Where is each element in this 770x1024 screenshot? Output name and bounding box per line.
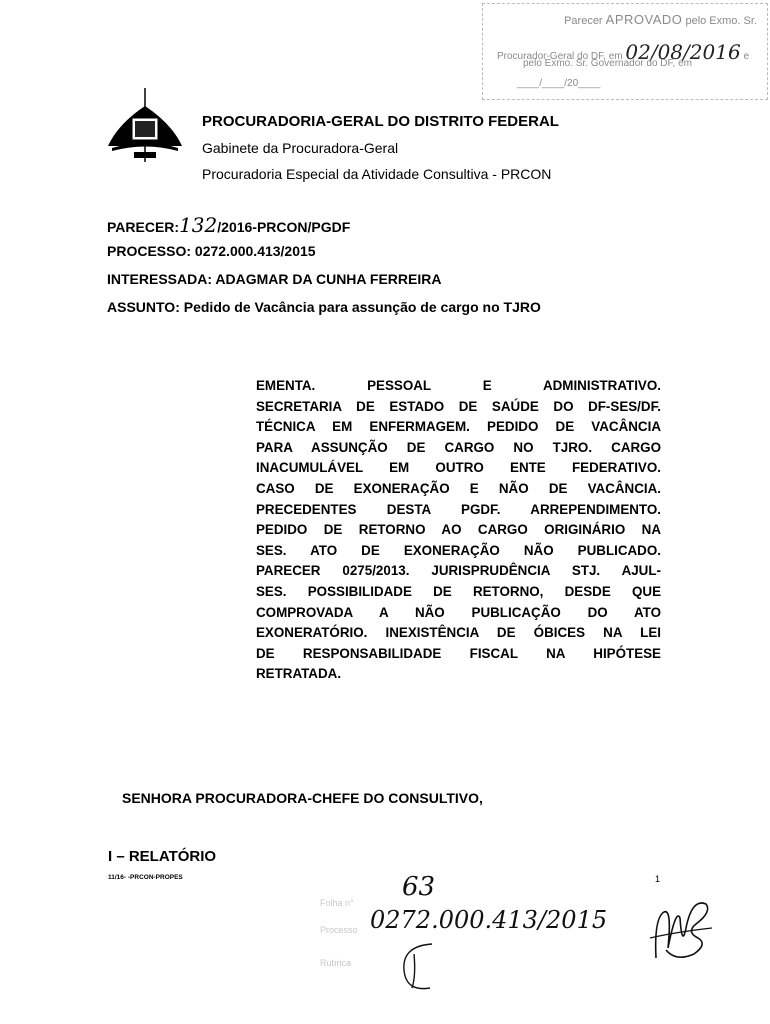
approval-stamp [482,3,768,100]
stamp-line-4: ____/____/20____ [517,78,601,89]
parecer-label: PARECER: [107,219,180,235]
ementa-line: SES. ATO DE EXONERAÇÃO NÃO PUBLICADO. [256,542,661,558]
ementa-line: RETRATADA. [256,666,342,682]
institution-title: PROCURADORIA-GERAL DO DISTRITO FEDERAL [202,113,559,130]
ementa-line: SECRETARIA DE ESTADO DE SAÚDE DO DF-SES/DF. [256,398,661,414]
parecer-number: 132 [179,213,218,237]
ementa-line: COMPROVADA A NÃO PUBLICAÇÃO DO ATO [256,604,661,620]
stamp-line-1: Parecer APROVADO pelo Exmo. Sr. [564,12,757,27]
ementa-line: EMENTA. PESSOAL E ADMINISTRATIVO. [256,378,661,393]
ementa-line: PARECER 0275/2013. JURISPRUDÊNCIA STJ. AJUL- [256,563,661,579]
ementa-line: PARA ASSUNÇÃO DE CARGO NO TJRO. CARGO [256,439,661,455]
ementa-line: DE RESPONSABILIDADE FISCAL NA HIPÓTESE [256,645,661,661]
processo-stamp-label: Processo [320,925,358,935]
folha-label: Folha n° [320,898,354,908]
folha-handwritten: 63 [402,872,436,902]
footer-code: 11/16- -PRCON-PROPES [108,874,183,881]
salutation: SENHORA PROCURADORA-CHEFE DO CONSULTIVO, [122,790,483,806]
rubrica-scribble [392,936,452,996]
assunto-value: Pedido de Vacância para assunção de cargo no TJRO [183,299,541,315]
processo-line [107,243,316,259]
processo-handwritten: 0272.000.413/2015 [370,906,608,934]
assunto-label: ASSUNTO: [107,299,180,315]
stamp-line-3: pelo Exmo. Sr. Governador do DF, em [523,58,692,69]
ementa-line: PRECEDENTES DESTA PGDF. ARREPENDIMENTO. [256,501,661,517]
ementa-line: CASO DE EXONERAÇÃO E NÃO DE VACÂNCIA. [256,480,661,496]
interessada-label: INTERESSADA: [107,271,213,287]
ementa-block [256,376,661,685]
parecer-line [107,213,350,237]
ementa-line: TÉCNICA EM ENFERMAGEM. PEDIDO DE VACÂNCIA [256,419,661,435]
ementa-line: SES. POSSIBILIDADE DE RETORNO, DESDE QUE [256,583,661,599]
section-heading: I – RELATÓRIO [108,848,217,865]
signature [646,888,716,968]
processo-value: 0272.000.413/2015 [194,243,316,259]
processo-label: PROCESSO: [107,243,192,259]
stamp-line-2: Procurador-Geral do DF, em 02/08/2016 e [497,40,750,64]
rubrica-label: Rubrica [320,958,352,968]
stamp-handwritten-date: 02/08/2016 [625,40,741,64]
assunto-line [107,299,541,315]
ementa-line: INACUMULÁVEL EM OUTRO ENTE FEDERATIVO. [256,460,661,476]
institution-subtitle-2: Procuradoria Especial da Atividade Consultiva - PRCON [202,166,552,182]
interessada-line [107,271,441,287]
institution-subtitle-1: Gabinete da Procuradora-Geral [202,140,399,156]
page-number: 1 [655,874,661,884]
interessada-value: ADAGMAR DA CUNHA FERREIRA [215,271,442,287]
parecer-suffix: /2016-PRCON/PGDF [217,219,351,235]
pgdf-logo [104,88,186,166]
folio-stamp [320,872,608,1000]
ementa-line: EXONERATÓRIO. INEXISTÊNCIA DE ÓBICES NA LEI [256,625,661,641]
ementa-line: PEDIDO DE RETORNO AO CARGO ORIGINÁRIO NA [256,522,661,538]
